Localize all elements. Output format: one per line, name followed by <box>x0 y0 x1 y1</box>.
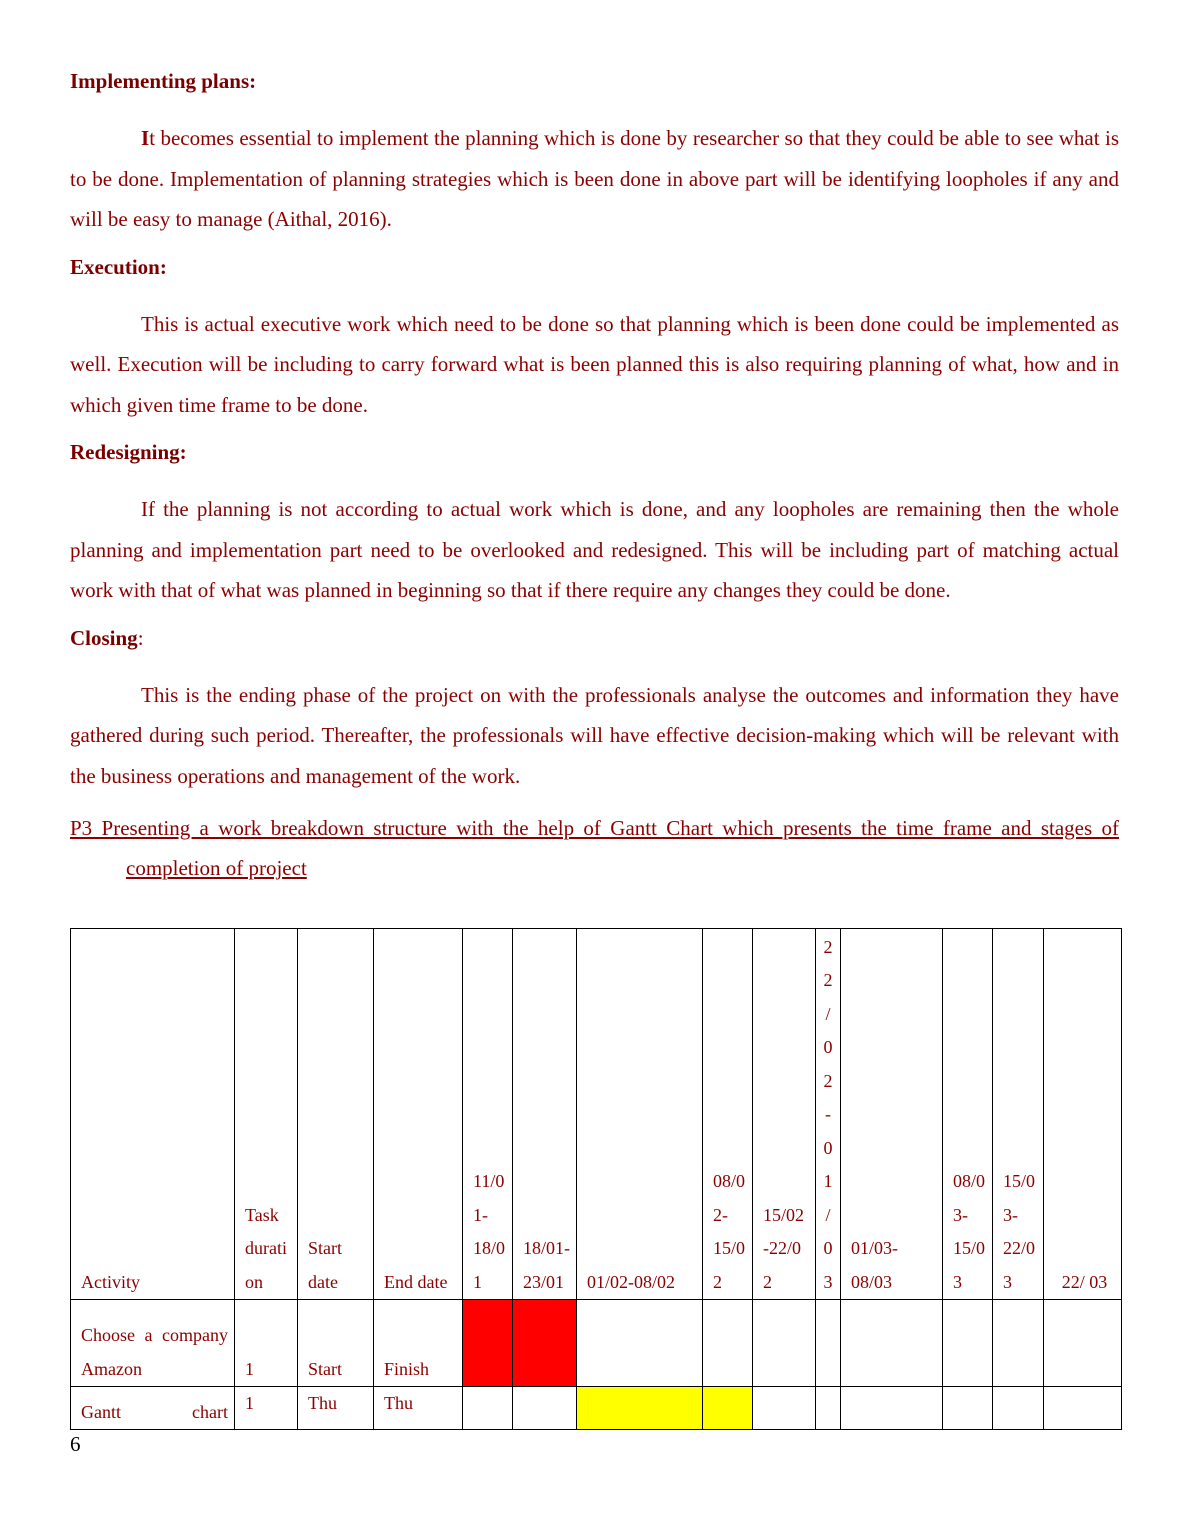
header-week-2: 18/01-23/01 <box>513 929 577 1300</box>
duration-cell: 1 <box>235 1387 298 1430</box>
heading-redesigning: Redesigning: <box>70 440 187 464</box>
gantt-empty-cell <box>993 1300 1044 1387</box>
paragraph-closing: This is the ending phase of the project on with the professionals analyse the outcomes and information they have gathered during such period. Thereafter, the professionals will have effective decision-making which will be relevant with the business operations and management of the work. <box>70 682 1119 788</box>
paragraph-implementing-plans: It becomes essential to implement the planning which is done by researcher so that they could be able to see what is to be done. Implementation of planning strategies which is been done in above part will be identifying loopholes if any and will be easy to manage (Aithal, 2016). <box>70 126 1119 231</box>
gantt-bar-cell <box>703 1387 753 1430</box>
gantt-empty-cell <box>1044 1387 1122 1430</box>
header-week-1: 11/01-18/01 <box>463 929 513 1300</box>
gantt-empty-cell <box>753 1387 816 1430</box>
end-cell: Thu <box>374 1387 463 1430</box>
paragraph-execution: This is actual executive work which need to be done so that planning which is been done could be implemented as well. Execution will be including to carry forward what is been planned this is also requiring planning of what, how and in which given time frame to be done. <box>70 311 1119 417</box>
start-cell: Thu <box>298 1387 374 1430</box>
header-activity: Activity <box>71 929 235 1300</box>
heading-implementing-plans: Implementing plans: <box>70 69 257 93</box>
gantt-chart-table <box>70 928 1122 1430</box>
header-week-4: 08/02-15/02 <box>703 929 753 1300</box>
gantt-empty-cell <box>577 1300 703 1387</box>
document-page <box>70 66 1119 888</box>
gantt-empty-cell <box>841 1300 943 1387</box>
header-week-10: 22/ 03 <box>1044 929 1122 1300</box>
paragraph-redesigning: If the planning is not according to actual work which is done, and any loopholes are remaining then the whole planning and implementation part need to be overlooked and redesigned. This will be including part of matching actual work with that of what was planned in beginning so that if there require any changes they could be done. <box>70 497 1119 602</box>
gantt-empty-cell <box>753 1300 816 1387</box>
end-cell: Finish <box>374 1300 463 1387</box>
gantt-empty-cell <box>463 1387 513 1430</box>
gantt-empty-cell <box>841 1387 943 1430</box>
gantt-empty-cell <box>513 1387 577 1430</box>
drop-cap: I <box>141 126 150 150</box>
header-start-date: Start date <box>298 929 374 1300</box>
gantt-bar-cell <box>577 1387 703 1430</box>
header-week-7: 01/03-08/03 <box>841 929 943 1300</box>
p3-section-title: P3 Presenting a work breakdown structure with the help of Gantt Chart which presents the time frame and stages of completion of project <box>70 816 1119 880</box>
gantt-empty-cell <box>703 1300 753 1387</box>
gantt-empty-cell <box>1044 1300 1122 1387</box>
gantt-bar-cell <box>513 1300 577 1387</box>
activity-cell: Gantt chart <box>71 1387 235 1430</box>
header-week-5: 15/02-22/02 <box>753 929 816 1300</box>
gantt-empty-cell <box>816 1387 841 1430</box>
gantt-row <box>71 1300 1122 1387</box>
gantt-empty-cell <box>943 1300 993 1387</box>
page-number: 6 <box>70 1432 81 1456</box>
gantt-header-row <box>71 929 1122 1300</box>
gantt-empty-cell <box>993 1387 1044 1430</box>
start-cell: Start <box>298 1300 374 1387</box>
header-week-6: 22/02-01/03 <box>816 929 841 1300</box>
heading-execution: Execution: <box>70 254 167 279</box>
header-week-9: 15/03-22/03 <box>993 929 1044 1300</box>
gantt-row <box>71 1387 1122 1430</box>
gantt-bar-cell <box>463 1300 513 1387</box>
header-week-3: 01/02-08/02 <box>577 929 703 1300</box>
header-week-8: 08/03-15/03 <box>943 929 993 1300</box>
gantt-empty-cell <box>816 1300 841 1387</box>
header-task-duration: Task duration <box>235 929 298 1300</box>
gantt-empty-cell <box>943 1387 993 1430</box>
header-end-date: End date <box>374 929 463 1300</box>
activity-cell: Choose a company Amazon <box>71 1300 235 1387</box>
heading-closing: Closing: <box>70 625 144 650</box>
duration-cell: 1 <box>235 1300 298 1387</box>
